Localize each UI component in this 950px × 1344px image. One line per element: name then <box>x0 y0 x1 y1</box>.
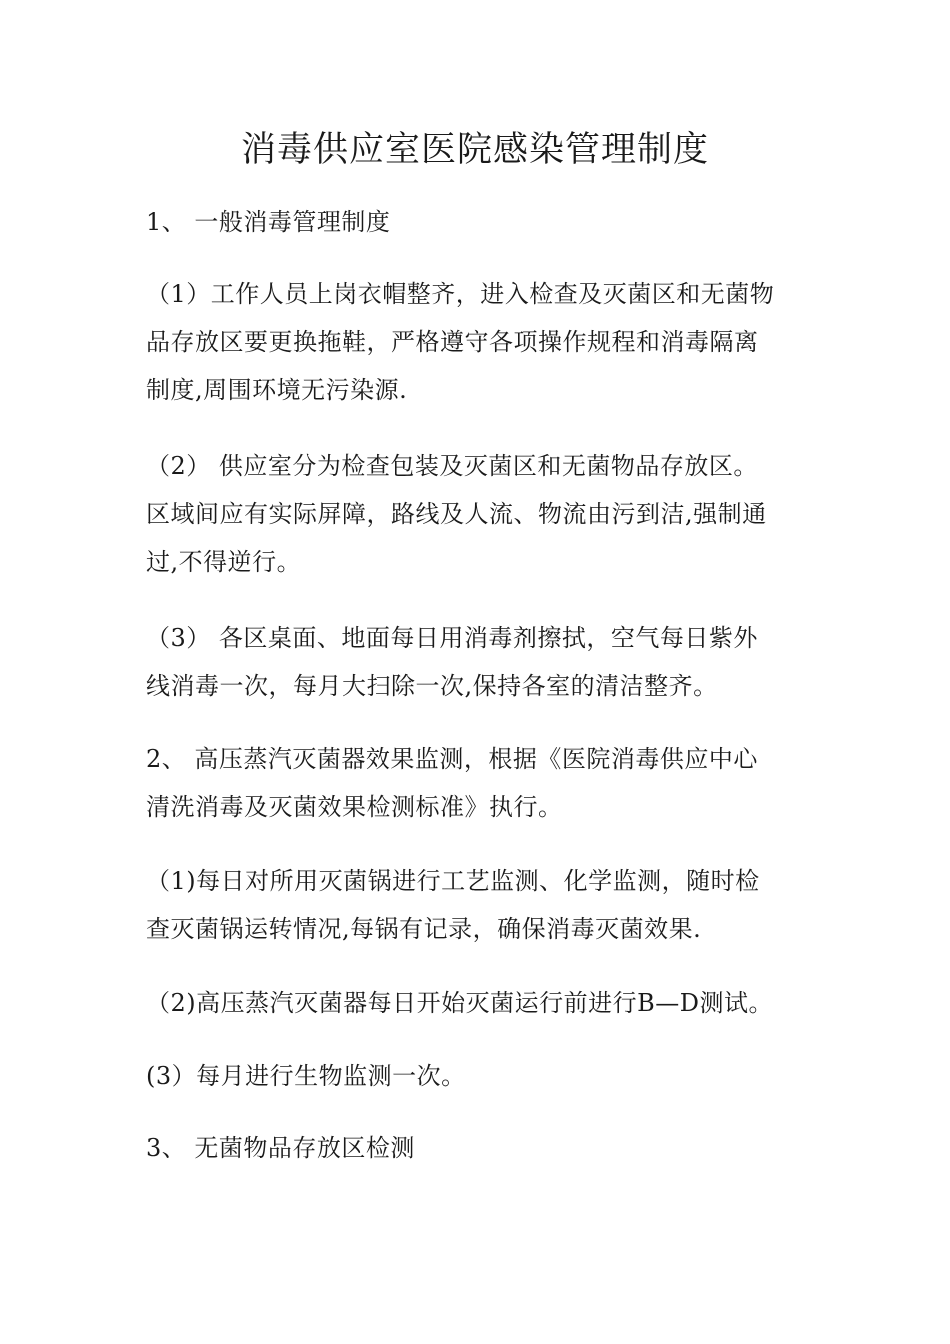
paragraph-line: （3） 各区桌面、地面每日用消毒剂擦拭，空气每日紫外 <box>146 624 758 652</box>
paragraph-line: 2、 高压蒸汽灭菌器效果监测，根据《医院消毒供应中心 <box>146 745 758 773</box>
section-3-heading-text: 3、 无菌物品存放区检测 <box>146 1134 415 1162</box>
paragraph-line: （1）工作人员上岗衣帽整齐，进入检查及灭菌区和无菌物 <box>146 280 775 308</box>
section-2-item-3 <box>146 1052 806 1100</box>
section-2-heading <box>146 735 806 831</box>
section-1-item-1 <box>146 270 806 414</box>
paragraph-line: 区域间应有实际屏障，路线及人流、物流由污到洁,强制通 <box>146 500 767 528</box>
section-3-heading <box>146 1124 806 1172</box>
page-title: 消毒供应室医院感染管理制度 <box>240 130 709 170</box>
paragraph-line: （1)每日对所用灭菌锅进行工艺监测、化学监测，随时检 <box>146 867 760 895</box>
section-1-item-2 <box>146 442 806 586</box>
paragraph-line: 过,不得逆行。 <box>146 548 302 576</box>
section-2-item-1 <box>146 857 806 953</box>
section-1-heading-text: 1、 一般消毒管理制度 <box>146 208 391 236</box>
paragraph-line: （2） 供应室分为检查包装及灭菌区和无菌物品存放区。 <box>146 452 758 480</box>
paragraph-line: 查灭菌锅运转情况,每锅有记录，确保消毒灭菌效果. <box>146 915 702 943</box>
section-1-item-3 <box>146 614 806 710</box>
paragraph-line: 品存放区要更换拖鞋，严格遵守各项操作规程和消毒隔离 <box>146 328 759 356</box>
paragraph-line: 线消毒一次，每月大扫除一次,保持各室的清洁整齐。 <box>146 672 718 700</box>
section-2-item-2 <box>146 979 806 1027</box>
section-1-heading <box>146 198 806 246</box>
paragraph-line: （2)高压蒸汽灭菌器每日开始灭菌运行前进行B—D测试。 <box>146 989 774 1017</box>
paragraph-line: 制度,周围环境无污染源. <box>146 376 408 404</box>
paragraph-line: 清洗消毒及灭菌效果检测标准》执行。 <box>146 793 563 821</box>
paragraph-line: (3）每月进行生物监测一次。 <box>146 1062 466 1090</box>
